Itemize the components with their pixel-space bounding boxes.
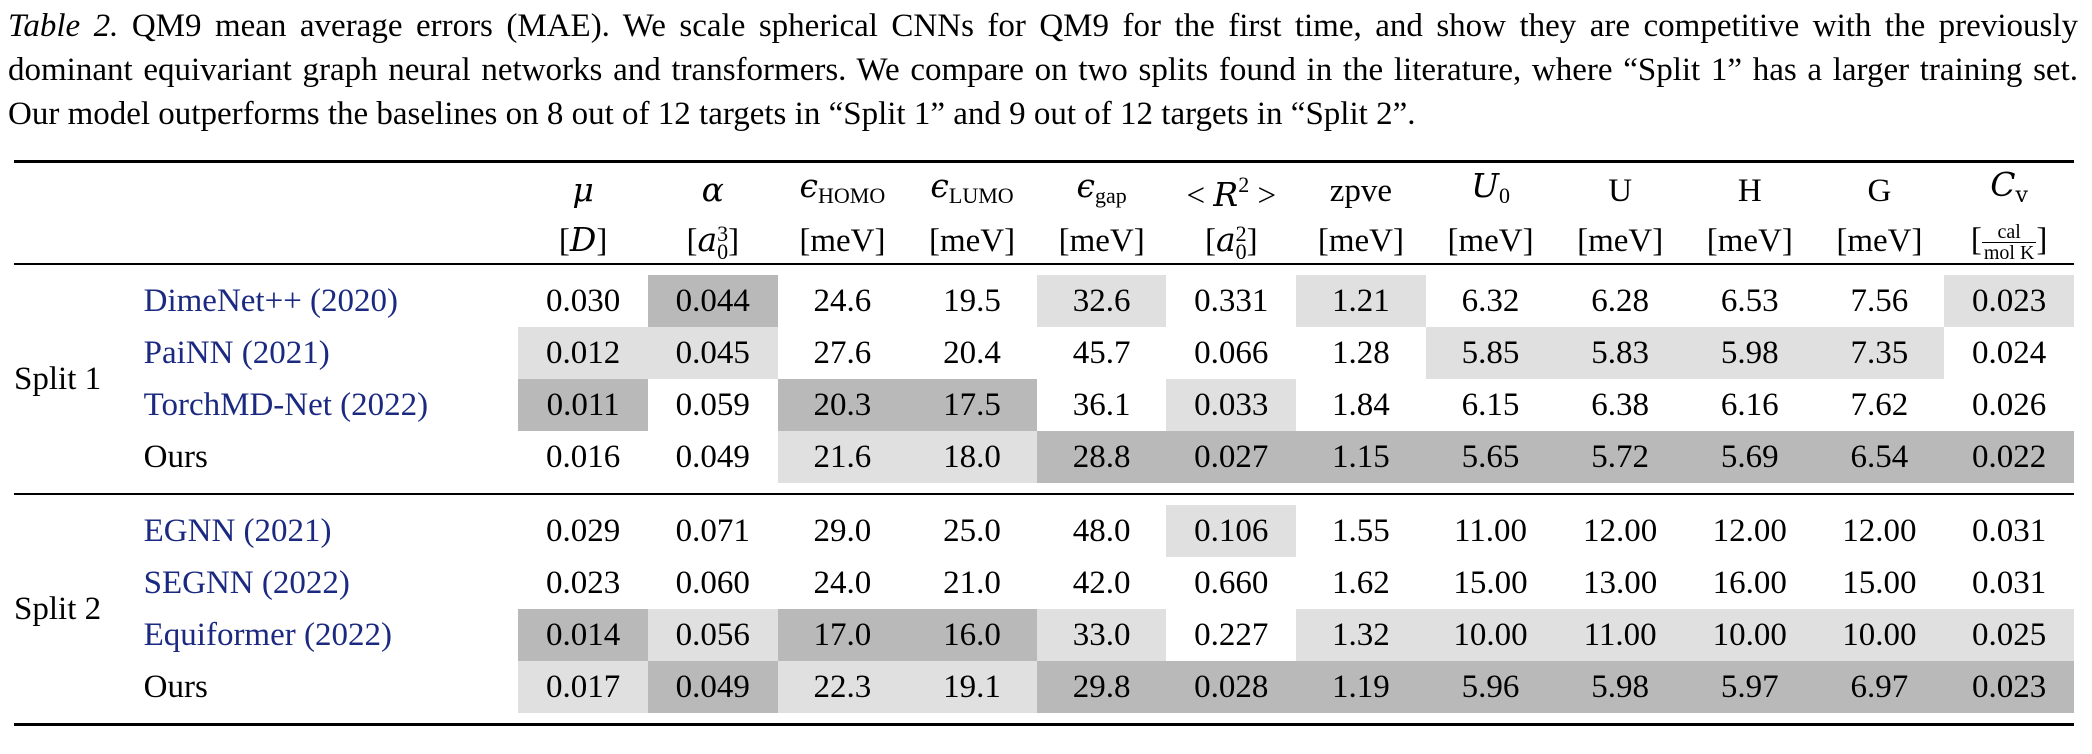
value-cell: 20.4 — [943, 334, 1001, 371]
value-cell: 0.071 — [675, 512, 750, 549]
value-cell: 6.54 — [1815, 431, 1945, 483]
header-h: H — [1737, 172, 1762, 209]
value-cell: 24.0 — [813, 564, 872, 601]
unit-u0: [meV] — [1447, 222, 1534, 259]
unit-u: [meV] — [1577, 222, 1664, 259]
value-cell: 32.6 — [1037, 275, 1167, 327]
value-cell: 22.3 — [778, 661, 908, 713]
table-row — [14, 275, 2074, 327]
value-cell: 1.28 — [1332, 334, 1390, 371]
value-cell: 0.017 — [518, 661, 648, 713]
value-cell: 0.024 — [1971, 334, 2047, 371]
value-cell: 0.227 — [1194, 616, 1269, 653]
value-cell: 0.022 — [1944, 431, 2074, 483]
value-cell: 0.106 — [1166, 505, 1296, 557]
value-cell: 1.15 — [1296, 431, 1426, 483]
header-blank — [14, 163, 144, 218]
value-cell: 29.0 — [813, 512, 872, 549]
value-cell: 16.00 — [1712, 564, 1787, 601]
model-name-link[interactable]: Equiformer (2022) — [143, 616, 392, 653]
unit-h: [meV] — [1706, 222, 1793, 259]
results-table — [14, 160, 2074, 726]
value-cell: 0.049 — [675, 438, 750, 475]
value-cell: 5.98 — [1555, 661, 1685, 713]
value-cell: 12.00 — [1712, 512, 1787, 549]
model-name-link[interactable]: SEGNN (2022) — [143, 564, 350, 601]
model-name-link[interactable]: PaiNN (2021) — [143, 334, 330, 371]
value-cell: 0.060 — [675, 564, 750, 601]
model-name-link[interactable]: DimeNet++ (2020) — [143, 282, 399, 319]
table-row — [14, 431, 2074, 483]
header-alpha: α — [701, 170, 724, 209]
value-cell: 0.033 — [1166, 379, 1296, 431]
header-r2: < $R^2$ > — [1186, 172, 1277, 214]
value-cell: 5.72 — [1555, 431, 1685, 483]
value-cell: 5.83 — [1555, 327, 1685, 379]
unit-mu: [D] — [558, 220, 608, 259]
value-cell: 0.027 — [1166, 431, 1296, 483]
value-cell: 0.023 — [1944, 661, 2074, 713]
value-cell: 0.026 — [1971, 386, 2047, 423]
value-cell: 6.28 — [1591, 282, 1650, 319]
value-cell: 33.0 — [1037, 609, 1167, 661]
split-label: Split 2 — [14, 590, 102, 627]
table-row — [14, 609, 2074, 661]
header-mu: μ — [572, 170, 594, 209]
header-g: G — [1867, 172, 1892, 209]
value-cell: 10.00 — [1426, 609, 1556, 661]
value-cell: 0.331 — [1194, 282, 1269, 319]
value-cell: 42.0 — [1072, 564, 1131, 601]
table-caption — [8, 4, 2078, 136]
value-cell: 0.023 — [1944, 275, 2074, 327]
table-row — [14, 505, 2074, 557]
value-cell: 29.8 — [1037, 661, 1167, 713]
value-cell: 1.84 — [1332, 386, 1390, 423]
value-cell: 0.056 — [648, 609, 778, 661]
header-eps-lumo: $\epsilon_{LUMO}$ — [930, 165, 1014, 208]
split-1-group — [14, 265, 2074, 494]
value-cell: 6.53 — [1720, 282, 1779, 319]
value-cell: 25.0 — [943, 512, 1001, 549]
value-cell: 21.6 — [778, 431, 908, 483]
value-cell: 0.012 — [518, 327, 648, 379]
value-cell: 6.16 — [1720, 386, 1779, 423]
value-cell: 1.19 — [1296, 661, 1426, 713]
value-cell: 0.025 — [1944, 609, 2074, 661]
value-cell: 0.660 — [1194, 564, 1269, 601]
model-name-link[interactable]: TorchMD-Net (2022) — [143, 386, 429, 423]
table-row — [14, 327, 2074, 379]
value-cell: 16.0 — [907, 609, 1037, 661]
value-cell: 1.62 — [1332, 564, 1390, 601]
value-cell: 0.029 — [546, 512, 621, 549]
value-cell: 45.7 — [1072, 334, 1131, 371]
value-cell: 0.011 — [518, 379, 648, 431]
value-cell: 0.031 — [1971, 564, 2047, 601]
header-cv: $C_v$ — [1990, 165, 2028, 208]
caption-text: QM9 mean average errors (MAE). We scale spherical CNNs for QM9 for the first time, and show they are competitive with the previously dominant equivariant graph neural networks and transformers. We compare on two splits found in the literature, where “Split 1” has a larger training set. Our model outperforms the baselines on 8 out of 12 targets in “Split 1” and 9 out of 12 targets in “Split 2”. — [8, 8, 2078, 132]
value-cell: 0.044 — [648, 275, 778, 327]
value-cell: 20.3 — [778, 379, 908, 431]
value-cell: 0.016 — [546, 438, 621, 475]
value-cell: 0.049 — [648, 661, 778, 713]
value-cell: 21.0 — [943, 564, 1001, 601]
split-label: Split 1 — [14, 360, 102, 397]
header-blank — [144, 163, 519, 218]
value-cell: 12.00 — [1842, 512, 1917, 549]
value-cell: 6.97 — [1815, 661, 1945, 713]
unit-alpha: [a 3 0 ] — [686, 220, 740, 265]
value-cell: 1.21 — [1296, 275, 1426, 327]
value-cell: 27.6 — [813, 334, 872, 371]
value-cell: 13.00 — [1583, 564, 1658, 601]
header-zpve: zpve — [1329, 172, 1393, 209]
unit-g: [meV] — [1836, 222, 1923, 259]
value-cell: 15.00 — [1842, 564, 1917, 601]
value-cell: 0.059 — [675, 386, 750, 423]
value-cell: 10.00 — [1815, 609, 1945, 661]
value-cell: 0.030 — [546, 282, 621, 319]
value-cell: 5.69 — [1685, 431, 1815, 483]
header-u0: $U_0$ — [1471, 165, 1510, 208]
value-cell: 36.1 — [1072, 386, 1131, 423]
header-u: U — [1608, 172, 1633, 209]
value-cell: 18.0 — [907, 431, 1037, 483]
value-cell: 48.0 — [1072, 512, 1131, 549]
table-row — [14, 557, 2074, 609]
value-cell: 19.5 — [943, 282, 1001, 319]
value-cell: 19.1 — [907, 661, 1037, 713]
value-cell: 5.98 — [1685, 327, 1815, 379]
table-row — [14, 661, 2074, 713]
value-cell: 12.00 — [1583, 512, 1658, 549]
value-cell: 5.85 — [1426, 327, 1556, 379]
value-cell: 0.028 — [1166, 661, 1296, 713]
split-2-group — [14, 495, 2074, 725]
value-cell: 24.6 — [813, 282, 872, 319]
header-unit-row — [14, 218, 2074, 264]
value-cell: 5.65 — [1426, 431, 1556, 483]
value-cell: 5.96 — [1426, 661, 1556, 713]
value-cell: 0.023 — [546, 564, 621, 601]
value-cell: 17.5 — [907, 379, 1037, 431]
value-cell: 6.15 — [1461, 386, 1520, 423]
value-cell: 7.62 — [1850, 386, 1909, 423]
unit-eps-gap: [meV] — [1058, 222, 1145, 259]
model-name-ours: Ours — [143, 668, 208, 705]
header-eps-homo: $\epsilon_{HOMO}$ — [799, 165, 886, 208]
value-cell: 0.014 — [518, 609, 648, 661]
value-cell: 6.38 — [1591, 386, 1650, 423]
value-cell: 17.0 — [778, 609, 908, 661]
value-cell: 11.00 — [1555, 609, 1685, 661]
value-cell: 0.031 — [1971, 512, 2047, 549]
bottom-rule — [14, 725, 2074, 727]
value-cell: 1.32 — [1296, 609, 1426, 661]
header-symbol-row — [14, 163, 2074, 218]
value-cell: 6.32 — [1461, 282, 1520, 319]
value-cell: 1.55 — [1332, 512, 1390, 549]
caption-label: Table 2. — [8, 8, 119, 44]
value-cell: 11.00 — [1454, 512, 1528, 549]
value-cell: 5.97 — [1685, 661, 1815, 713]
model-name-link[interactable]: EGNN (2021) — [143, 512, 332, 549]
value-cell: 10.00 — [1685, 609, 1815, 661]
unit-r2: [a 2 0 ] — [1204, 220, 1258, 265]
header-eps-gap: $\epsilon_{gap}$ — [1076, 165, 1127, 208]
unit-zpve: [meV] — [1317, 222, 1404, 259]
value-cell: 7.56 — [1850, 282, 1909, 319]
value-cell: 28.8 — [1037, 431, 1167, 483]
value-cell: 0.066 — [1194, 334, 1269, 371]
unit-cv: [ $\frac{\text{cal}}{\text{mol K}}$ ] — [1970, 220, 2048, 264]
unit-eps-homo: [meV] — [799, 222, 886, 259]
unit-eps-lumo: [meV] — [928, 222, 1016, 259]
value-cell: 15.00 — [1453, 564, 1528, 601]
value-cell: 7.35 — [1815, 327, 1945, 379]
table-row — [14, 379, 2074, 431]
value-cell: 0.045 — [648, 327, 778, 379]
model-name-ours: Ours — [143, 438, 208, 475]
